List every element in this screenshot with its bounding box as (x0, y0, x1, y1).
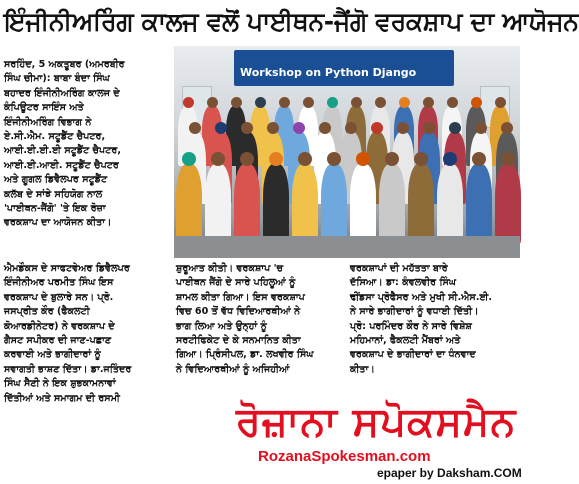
person-figure (321, 164, 347, 244)
article-line: ਵਰਕਸ਼ਾਪਾਂ ਦੀ ਮਹੱਤਤਾ ਬਾਰੇ (350, 263, 448, 274)
person-figure (437, 164, 463, 244)
article-line: ਗਿਆ। ਪ੍ਰਿੰਸੀਪਲ, ਡਾ. ਲਖਵੀਰ ਸਿੰਘ (176, 349, 314, 361)
person-head (327, 97, 338, 108)
article-line: ਨੇ ਵਿਦਿਆਰਥੀਆਂ ਨੂੰ ਅਜਿਹੀਆਂ (176, 363, 290, 375)
article-line: ਕੋਆਰਡੀਨੇਟਰ) ਨੇ ਵਰਕਸ਼ਾਪ ਦੇ (4, 320, 115, 332)
article-line: ਆਈ.ਈ.ਆਈ. ਸਟੂਡੈਂਟ ਚੈਪਟਰ (4, 159, 119, 171)
article-line: ਸ਼ਾਮਲ ਕੀਤਾ ਗਿਆ। ਇਸ ਵਰਕਸ਼ਾਪ (176, 291, 305, 303)
article-line: ਮਹਿਮਾਨਾਂ, ਫੈਕਲਟੀ ਮੈਂਬਰਾਂ ਅਤੇ (350, 335, 461, 347)
article-line: ਭਾਗ ਲਿਆ ਅਤੇ ਉਨ੍ਹਾਂ ਨੂੰ (176, 320, 267, 332)
person-head (345, 122, 357, 134)
article-line: ਇੰਜੀਨੀਅਰਿੰਗ ਵਿਭਾਗ ਨੇ (4, 116, 92, 128)
person-head (423, 97, 434, 108)
person-head (231, 97, 242, 108)
person-head (182, 152, 196, 166)
article-line: ਵਰਕਸ਼ਾਪ ਦਾ ਆਯੋਜਨ ਕੀਤਾ। (4, 217, 112, 229)
article-line: ਨੇ ਸਾਰੇ ਭਾਗੀਦਾਰਾਂ ਨੂੰ ਵਧਾਈ ਦਿੱਤੀ। (350, 306, 479, 318)
epaper-credit: epaper by Daksham.COM (377, 466, 522, 480)
person-head (298, 152, 312, 166)
article-line: ਪ੍ਰੋ: ਪਰਮਿੰਦਰ ਕੌਰ ਨੇ ਸਾਰੇ ਵਿਸ਼ੇਸ਼ (350, 320, 472, 332)
article-line: ਵਰਕਸ਼ਾਪ ਦੇ ਭਾਗੀਦਾਰਾਂ ਦਾ ਧੰਨਵਾਦ (350, 349, 476, 361)
person-figure (176, 164, 202, 244)
person-figure (495, 164, 521, 244)
article-column-left-top (4, 58, 170, 248)
workshop-group-photo (174, 46, 520, 258)
person-head (371, 122, 383, 134)
article-line: ਦੱਸਿਆ। ਡਾ: ਕੰਵਲਵੀਰ ਸਿੰਘ (350, 277, 457, 289)
article-line: ਗੈਸਟ ਸਪੀਕਰ ਦੀ ਜਾਣ-ਪਛਾਣ (4, 335, 112, 347)
person-head (501, 122, 513, 134)
person-head (189, 122, 201, 134)
person-figure (350, 164, 376, 244)
person-head (240, 152, 254, 166)
article-line: ਇੰਜੀਨੀਅਰ ਪਰਮੀਤ ਸਿੰਘ ਇਸ (4, 277, 114, 289)
person-head (472, 152, 486, 166)
person-head (449, 122, 461, 134)
person-figure (408, 164, 434, 244)
person-head (267, 122, 279, 134)
article-line: ਸਿੰਘ ਸੈਣੀ ਨੇ ਇਕ ਸ਼ੁਭਕਾਮਨਾਵਾਂ (4, 378, 116, 390)
person-head (303, 97, 314, 108)
article-line: ਸਰਹਿੰਦ, 5 ਅਕਤੂਬਰ (ਅਮਰਬੀਰ (4, 59, 125, 70)
person-figure (263, 164, 289, 244)
article-line: ਜਸਪ੍ਰੀਤ ਕੌਰ (ਫੈਕਲਟੀ (4, 306, 90, 318)
person-head (356, 152, 370, 166)
article-line: ਦਿੱਤੀਆਂ ਅਤੇ ਸਮਾਗਮ ਦੀ ਰਸਮੀ (4, 392, 120, 404)
article-line: ਪਾਈਥਨ ਜੈਂਗੋ ਦੇ ਸਾਰੇ ਪਹਿਲੂਆਂ ਨੂੰ (176, 277, 296, 289)
article-line: ਐਮਡੌਕਸ ਦੇ ਸਾਫਟਵੇਅਰ ਡਿਵੈਲਪਰ (4, 263, 130, 274)
person-head (501, 152, 515, 166)
workshop-banner-text: Workshop on Python Django (240, 66, 417, 79)
person-figure (379, 164, 405, 244)
person-head (255, 97, 266, 108)
article-line: ਸਵਾਗਤੀ ਭਾਸ਼ਣ ਦਿੱਤਾ। ਡਾ.ਜਤਿੰਦਰ (4, 363, 132, 375)
person-head (385, 152, 399, 166)
person-head (399, 97, 410, 108)
person-head (443, 152, 457, 166)
newspaper-website: RozanaSpokesman.com (258, 448, 431, 465)
article-line: ਸ਼ੁਰੂਆਤ ਕੀਤੀ। ਵਰਕਸ਼ਾਪ 'ਚ (176, 263, 284, 274)
person-head (279, 97, 290, 108)
person-head (414, 152, 428, 166)
article-line: 'ਪਾਈਥਨ-ਜੈਂਗੋ' 'ਤੇ ਇਕ ਰੋਜ਼ਾ (4, 203, 106, 215)
person-head (397, 122, 409, 134)
person-head (215, 122, 227, 134)
person-head (241, 122, 253, 134)
headline: ਇੰਜੀਨੀਅਰਿੰਗ ਕਾਲਜ ਵਲੋਂ ਪਾਈਥਨ-ਜੈਂਗੋ ਵਰਕਸ਼ਾਪ ਦਾ ਆਯੋਜਨ (4, 7, 579, 36)
person-head (495, 97, 506, 108)
person-head (207, 97, 218, 108)
person-head (351, 97, 362, 108)
article-line: ਬਹਾਦਰ ਇੰਜੀਨੀਅਰਿੰਗ ਕਾਲਜ ਦੇ (4, 87, 120, 99)
article-line: ਸਰਟੀਫਿਕੇਟ ਦੇ ਕੇ ਸਨਮਾਨਿਤ ਕੀਤਾ (176, 335, 301, 347)
person-head (293, 122, 305, 134)
article-line: ਕਰਵਾਈ ਅਤੇ ਭਾਗੀਦਾਰਾਂ ਨੂੰ (4, 349, 101, 361)
person-head (183, 97, 194, 108)
article-line: ਕੰਪਿਊਟਰ ਸਾਇੰਸ ਅਤੇ (4, 102, 84, 114)
person-figure (205, 164, 231, 244)
person-figure (466, 164, 492, 244)
person-head (423, 122, 435, 134)
article-line: ਏ.ਸੀ.ਐਮ. ਸਟੂਡੈਂਟ ਚੈਪਟਰ, (4, 131, 106, 143)
person-head (447, 97, 458, 108)
article-line: ਅਤੇ ਗੂਗਲ ਡਿਵੈਲਪਰ ਸਟੂਡੈਂਟ (4, 174, 108, 186)
article-line: ਕਲੱਬ ਦੇ ਸਾਂਝੇ ਸਹਿਯੋਗ ਨਾਲ (4, 188, 103, 200)
article-line: ਕੀਤਾ। (350, 363, 375, 375)
person-head (327, 152, 341, 166)
article-line: ਸਿੰਘ ਚੀਮਾ): ਬਾਬਾ ਬੰਦਾ ਸਿੰਘ (4, 73, 110, 85)
article-line: ਢੀਂਡਸਾ ਪ੍ਰੋਫੈਸਰ ਅਤੇ ਮੁਖੀ ਸੀ.ਐਸ.ਈ. (350, 291, 493, 303)
article-line: ਵਿਚ 60 ਤੋਂ ਵੱਧ ਵਿਦਿਆਰਥੀਆਂ ਨੇ (176, 306, 301, 318)
photo-floor (174, 236, 520, 258)
person-head (471, 97, 482, 108)
person-head (211, 152, 225, 166)
person-head (319, 122, 331, 134)
article-line: ਵਰਕਸ਼ਾਪ ਦੇ ਬੁਲਾਰੇ ਸਨ। ਪ੍ਰੋ. (4, 291, 114, 303)
person-head (375, 97, 386, 108)
newspaper-logo: ਰੋਜ਼ਾਨਾ ਸਪੋਕਸਮੈਨ (236, 399, 517, 445)
person-figure (292, 164, 318, 244)
article-line: ਆਈ.ਈ.ਈ.ਈ ਸਟੂਡੈਂਟ ਚੈਪਟਰ, (4, 145, 121, 157)
person-head (475, 122, 487, 134)
person-figure (234, 164, 260, 244)
article-column-left-bottom (4, 262, 172, 462)
person-head (269, 152, 283, 166)
